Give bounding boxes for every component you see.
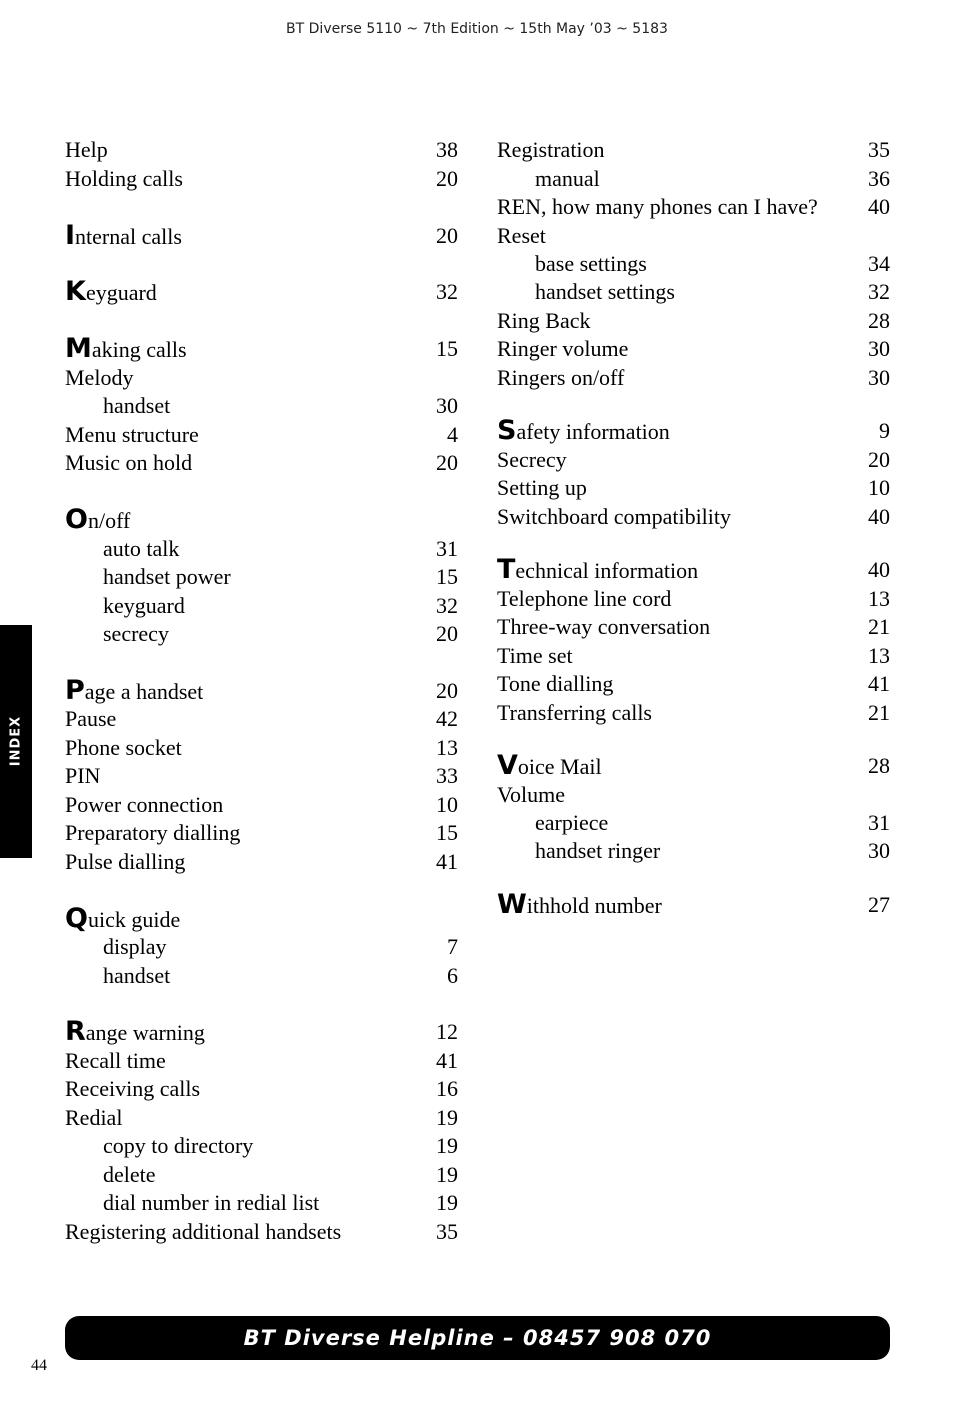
- index-entry: [497, 891, 890, 919]
- index-entry: [497, 222, 890, 250]
- index-term: Secrecy: [497, 447, 567, 472]
- index-term: handset settings: [535, 279, 675, 304]
- index-term: Registering additional handsets: [65, 1219, 342, 1244]
- index-page: 30: [868, 838, 890, 863]
- index-page: 33: [436, 763, 458, 788]
- index-entry: [497, 417, 890, 445]
- index-entry: [65, 506, 458, 534]
- index-term: handset: [103, 963, 171, 988]
- index-page: 21: [868, 614, 890, 639]
- index-page: 21: [868, 700, 890, 725]
- index-page: 9: [879, 418, 890, 443]
- index-page: 15: [436, 564, 458, 589]
- index-page: 20: [436, 166, 458, 191]
- index-subentry: [65, 933, 458, 961]
- index-entry: [497, 446, 890, 474]
- index-subentry: [65, 620, 458, 648]
- index-term: secrecy: [103, 621, 169, 646]
- index-page: 35: [436, 1219, 458, 1244]
- index-subentry: [65, 1189, 458, 1217]
- index-entry: [497, 364, 890, 392]
- index-term: handset power: [103, 564, 231, 589]
- index-term: Telephone line cord: [497, 586, 672, 611]
- index-entry: [65, 136, 458, 164]
- index-term: Melody: [65, 365, 134, 390]
- index-term: earpiece: [535, 810, 609, 835]
- index-page: 7: [447, 934, 458, 959]
- index-page: 19: [436, 1162, 458, 1187]
- index-term: manual: [535, 166, 600, 191]
- index-page: 32: [436, 279, 458, 304]
- index-term: handset: [103, 393, 171, 418]
- index-term: Reset: [497, 223, 546, 248]
- index-term: handset ringer: [535, 838, 661, 863]
- index-entry: [65, 705, 458, 733]
- index-page: 10: [436, 792, 458, 817]
- index-page: 41: [868, 671, 890, 696]
- index-entry: [65, 848, 458, 876]
- index-term: Safety information: [497, 415, 670, 446]
- index-entry: [65, 734, 458, 762]
- index-term: copy to directory: [103, 1133, 254, 1158]
- index-term: On/off: [65, 504, 131, 535]
- index-page: 15: [436, 820, 458, 845]
- index-entry: [497, 307, 890, 335]
- index-term: Making calls: [65, 333, 187, 364]
- page-number: 44: [31, 1357, 47, 1374]
- index-page: 13: [436, 735, 458, 760]
- index-entry: [497, 642, 890, 670]
- index-term: Receiving calls: [65, 1076, 201, 1101]
- index-term: Pause: [65, 706, 117, 731]
- index-entry: [65, 165, 458, 193]
- index-entry: [65, 1047, 458, 1075]
- index-page: 30: [868, 365, 890, 390]
- index-term: Voice Mail: [497, 750, 602, 781]
- index-term: Ringers on/off: [497, 365, 625, 390]
- index-term: Volume: [497, 782, 566, 807]
- index-term: dial number in redial list: [103, 1190, 320, 1215]
- index-term: Menu structure: [65, 422, 199, 447]
- index-page: 20: [436, 223, 458, 248]
- index-term: base settings: [535, 251, 647, 276]
- index-term: Ringer volume: [497, 336, 629, 361]
- index-entry: [497, 503, 890, 531]
- index-term: Power connection: [65, 792, 224, 817]
- index-subentry: [65, 1161, 458, 1189]
- index-term: auto talk: [103, 536, 180, 561]
- index-subentry: [497, 278, 890, 306]
- index-entry: [497, 136, 890, 164]
- index-subentry: [497, 250, 890, 278]
- index-term: Redial: [65, 1105, 123, 1130]
- index-page: 20: [868, 447, 890, 472]
- index-subentry: [65, 592, 458, 620]
- index-page: 30: [436, 393, 458, 418]
- index-subentry: [497, 837, 890, 865]
- index-subentry: [497, 165, 890, 193]
- index-page: 13: [868, 586, 890, 611]
- index-entry: [65, 364, 458, 392]
- index-term: Page a handset: [65, 675, 204, 706]
- index-term: keyguard: [103, 593, 185, 618]
- index-page: 20: [436, 678, 458, 703]
- index-page: 40: [868, 504, 890, 529]
- side-tab-label: INDEX: [8, 715, 24, 767]
- index-entry: [497, 752, 890, 780]
- index-page: 12: [436, 1019, 458, 1044]
- index-term: Transferring calls: [497, 700, 652, 725]
- index-page: 6: [447, 963, 458, 988]
- index-term: PIN: [65, 763, 101, 788]
- index-page: 36: [868, 166, 890, 191]
- index-entry: [65, 677, 458, 705]
- index-page: 34: [868, 251, 890, 276]
- index-side-tab: [0, 625, 32, 858]
- index-term: Pulse dialling: [65, 849, 186, 874]
- index-term: Ring Back: [497, 308, 591, 333]
- index-term: Range warning: [65, 1016, 205, 1047]
- index-term: Internal calls: [65, 220, 182, 251]
- index-page: 31: [436, 536, 458, 561]
- index-subentry: [497, 809, 890, 837]
- index-page: 32: [868, 279, 890, 304]
- index-term: Help: [65, 137, 108, 162]
- index-page: 27: [868, 892, 890, 917]
- index-term: Keyguard: [65, 276, 157, 307]
- index-page: 40: [868, 557, 890, 582]
- index-page: 28: [868, 753, 890, 778]
- index-term: Registration: [497, 137, 605, 162]
- index-page: 10: [868, 475, 890, 500]
- index-entry: [497, 193, 890, 221]
- index-page: 16: [436, 1076, 458, 1101]
- index-page: 13: [868, 643, 890, 668]
- index-subentry: [65, 1132, 458, 1160]
- index-page: 31: [868, 810, 890, 835]
- index-entry: [65, 335, 458, 363]
- index-page: 42: [436, 706, 458, 731]
- index-term: Phone socket: [65, 735, 182, 760]
- index-page: 4: [447, 422, 458, 447]
- index-page: 30: [868, 336, 890, 361]
- index-term: Recall time: [65, 1048, 166, 1073]
- index-entry: [65, 1075, 458, 1103]
- index-term: delete: [103, 1162, 156, 1187]
- index-term: Preparatory dialling: [65, 820, 241, 845]
- index-subentry: [65, 563, 458, 591]
- index-entry: [65, 278, 458, 306]
- index-page: 40: [868, 194, 890, 219]
- index-entry: [497, 699, 890, 727]
- index-entry: [65, 449, 458, 477]
- index-page: 28: [868, 308, 890, 333]
- index-page: 20: [436, 621, 458, 646]
- index-term: Withhold number: [497, 889, 662, 920]
- index-page: 19: [436, 1190, 458, 1215]
- index-page: 38: [436, 137, 458, 162]
- index-page: 19: [436, 1105, 458, 1130]
- index-entry: [497, 335, 890, 363]
- index-subentry: [65, 392, 458, 420]
- index-term: Tone dialling: [497, 671, 614, 696]
- index-term: REN, how many phones can I have?: [497, 194, 818, 219]
- index-entry: [497, 556, 890, 584]
- index-term: Setting up: [497, 475, 587, 500]
- index-page: 19: [436, 1133, 458, 1158]
- helpline-banner: BT Diverse Helpline – 08457 908 070: [65, 1316, 890, 1360]
- index-entry: [65, 1018, 458, 1046]
- index-entry: [497, 670, 890, 698]
- index-term: Quick guide: [65, 903, 181, 934]
- index-entry: [497, 585, 890, 613]
- index-entry: [497, 613, 890, 641]
- index-page: 20: [436, 450, 458, 475]
- index-entry: [65, 905, 458, 933]
- index-entry: [65, 791, 458, 819]
- index-term: Three-way conversation: [497, 614, 711, 639]
- index-term: Switchboard compatibility: [497, 504, 732, 529]
- index-entry: [65, 1218, 458, 1246]
- index-term: Technical information: [497, 554, 699, 585]
- index-entry: [497, 474, 890, 502]
- index-term: Holding calls: [65, 166, 183, 191]
- index-page: 41: [436, 849, 458, 874]
- index-page: 35: [868, 137, 890, 162]
- index-term: Time set: [497, 643, 573, 668]
- index-page: 32: [436, 593, 458, 618]
- page-header: BT Diverse 5110 ~ 7th Edition ~ 15th May ’03 ~ 5183: [286, 21, 668, 37]
- index-subentry: [65, 535, 458, 563]
- index-subentry: [65, 962, 458, 990]
- index-entry: [497, 781, 890, 809]
- index-entry: [65, 421, 458, 449]
- index-entry: [65, 222, 458, 250]
- index-entry: [65, 1104, 458, 1132]
- index-term: Music on hold: [65, 450, 193, 475]
- index-term: display: [103, 934, 167, 959]
- index-page: 41: [436, 1048, 458, 1073]
- index-entry: [65, 819, 458, 847]
- index-entry: [65, 762, 458, 790]
- index-page: 15: [436, 336, 458, 361]
